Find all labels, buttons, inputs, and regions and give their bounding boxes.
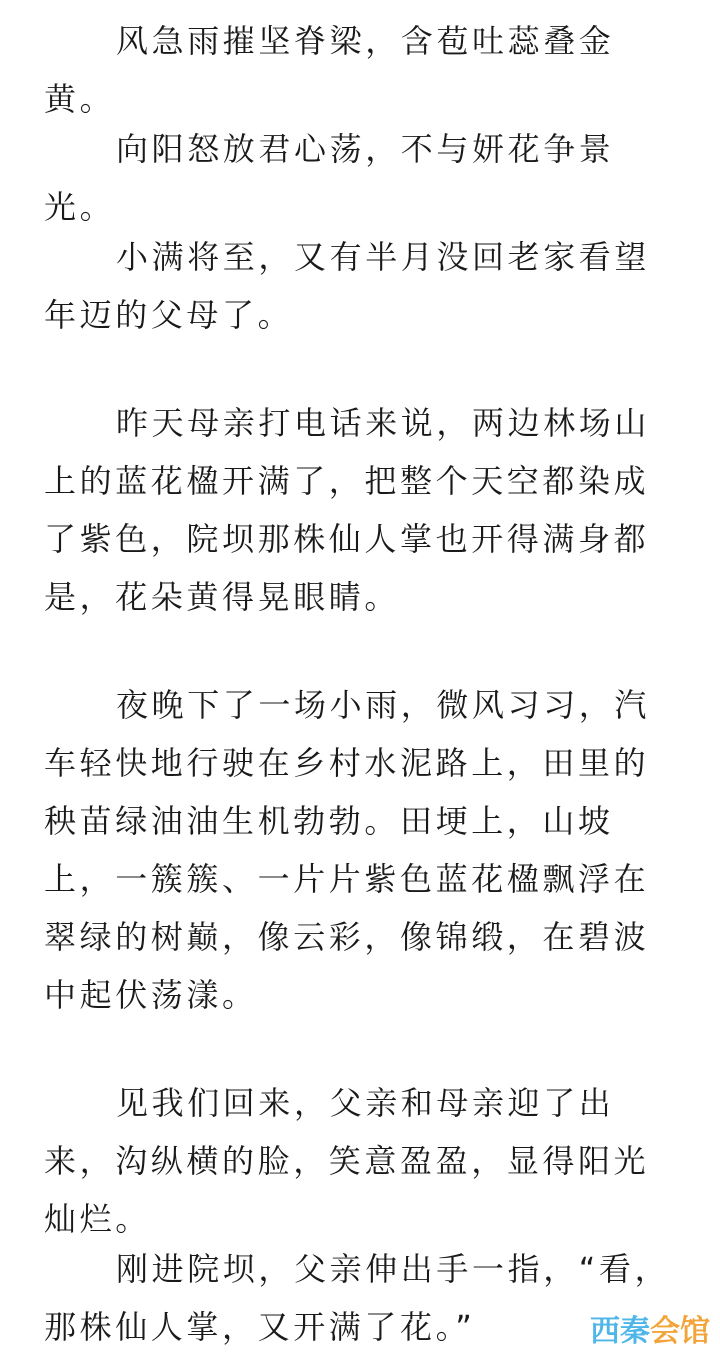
paragraph-4: 昨天母亲打电话来说，两边林场山上的蓝花楹开满了，把整个天空都染成了紫色，院坝那株仙人掌也开得满身都是，花朵黄得晃眼睛。 (44, 404, 651, 616)
paragraph-5: 夜晚下了一场小雨，微风习习，汽车轻快地行驶在乡村水泥路上，田里的秧苗绿油油生机勃勃。田埂上，山坡上，一簇簇、一片片紫色蓝花楹飘浮在翠绿的树巅，像云彩，像锦缎，在碧波中起伏荡漾。 (44, 686, 651, 1014)
watermark-part-b: 会馆 (650, 1314, 710, 1349)
paragraph-1: 风急雨摧坚脊梁，含苞吐蕊叠金黄。 (44, 22, 615, 118)
paragraph-7: 刚进院坝，父亲伸出手一指，“看，那株仙人掌，又开满了花。” (44, 1250, 671, 1346)
paragraph-3: 小满将至，又有半月没回老家看望年迈的父母了。 (44, 238, 651, 334)
paragraph-2: 向阳怒放君心荡，不与妍花争景光。 (44, 130, 615, 226)
watermark-part-a: 西秦 (590, 1314, 650, 1349)
site-watermark-logo (590, 1312, 710, 1352)
paragraph-6: 见我们回来，父亲和母亲迎了出来，沟纵横的脸，笑意盈盈，显得阳光灿烂。 (44, 1084, 650, 1238)
